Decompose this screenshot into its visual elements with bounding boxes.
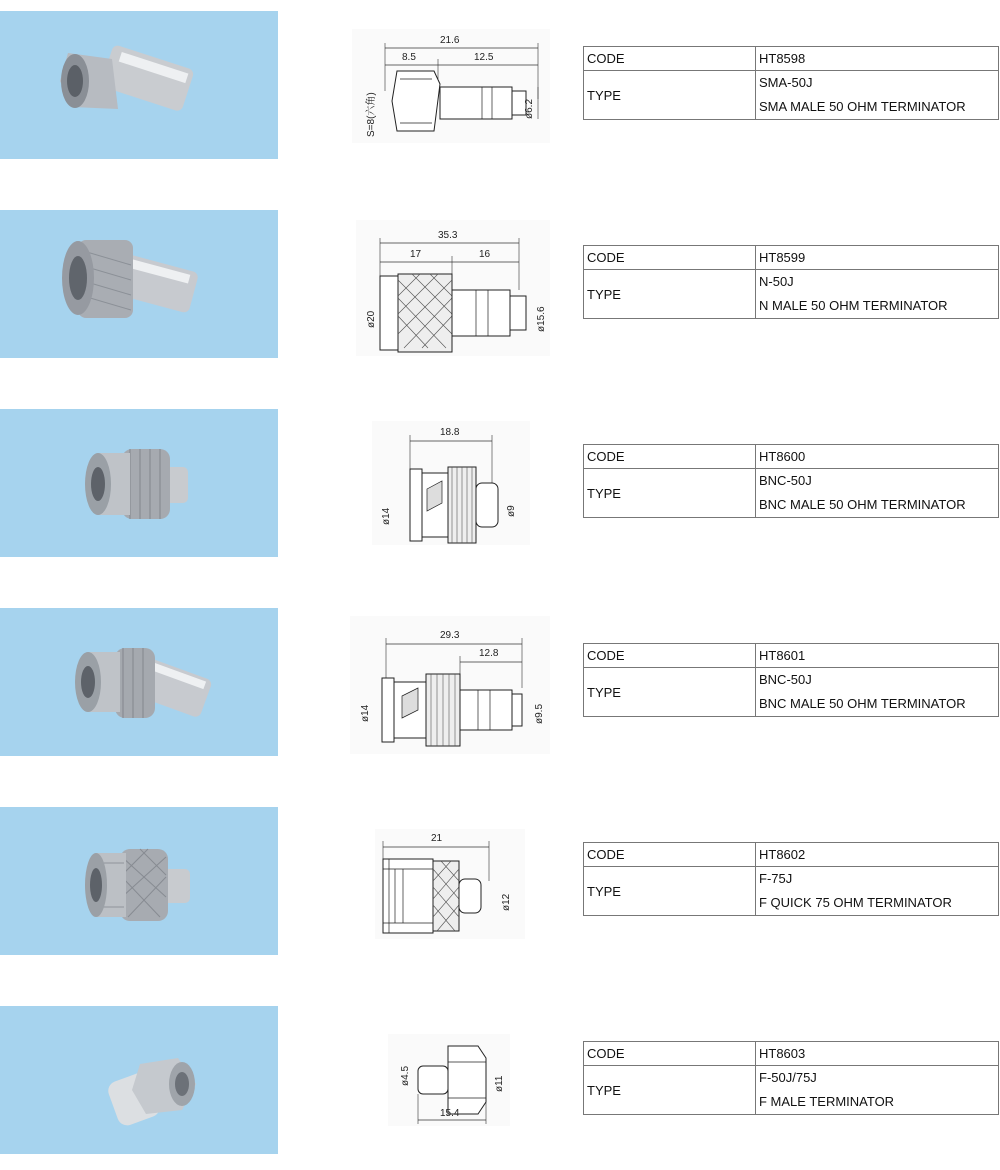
product-row bbox=[0, 11, 1000, 161]
dim-diameter-left: ø20 bbox=[366, 310, 377, 328]
dimension-drawing bbox=[352, 29, 550, 143]
code-value: HT8600 bbox=[756, 445, 999, 469]
dimension-drawing bbox=[375, 829, 525, 939]
dim-diameter-right: ø9.5 bbox=[534, 703, 545, 724]
code-label: CODE bbox=[584, 445, 756, 469]
product-row bbox=[0, 807, 1000, 957]
dim-diameter-left: ø14 bbox=[360, 704, 371, 722]
code-label: CODE bbox=[584, 246, 756, 270]
type-code: F-75J bbox=[759, 871, 793, 886]
type-description: F MALE TERMINATOR bbox=[759, 1094, 895, 1109]
code-label: CODE bbox=[584, 1042, 756, 1066]
type-description: N MALE 50 OHM TERMINATOR bbox=[759, 298, 948, 313]
spec-table bbox=[583, 842, 999, 916]
dim-overall: 18.8 bbox=[440, 427, 460, 438]
product-photo bbox=[0, 608, 278, 756]
bnc-long-terminator-image bbox=[0, 608, 278, 756]
code-value: HT8599 bbox=[756, 246, 999, 270]
bnc-terminator-image bbox=[0, 409, 278, 557]
code-value: HT8601 bbox=[756, 644, 999, 668]
n-terminator-image bbox=[0, 210, 278, 358]
spec-table bbox=[583, 444, 999, 518]
type-code: SMA-50J bbox=[759, 75, 813, 90]
dim-diameter-right: ø11 bbox=[494, 1075, 505, 1092]
type-label: TYPE bbox=[584, 270, 756, 319]
type-description: SMA MALE 50 OHM TERMINATOR bbox=[759, 99, 966, 114]
type-code: BNC-50J bbox=[759, 672, 812, 687]
dimension-drawing bbox=[372, 421, 530, 545]
spec-table bbox=[583, 245, 999, 319]
dim-diameter-right: ø9 bbox=[506, 505, 517, 517]
dim-diameter-right: ø12 bbox=[501, 893, 512, 911]
sma-terminator-image bbox=[0, 11, 278, 159]
spec-table bbox=[583, 46, 999, 120]
dim-a: 17 bbox=[410, 249, 422, 260]
type-description: F QUICK 75 OHM TERMINATOR bbox=[759, 895, 952, 910]
dimension-drawing bbox=[356, 220, 550, 356]
product-row bbox=[0, 409, 1000, 559]
dim-a: 8.5 bbox=[402, 52, 416, 63]
dim-b: 12.5 bbox=[474, 52, 494, 63]
type-label: TYPE bbox=[584, 668, 756, 717]
dim-overall: 15.4 bbox=[440, 1108, 460, 1119]
dim-overall: 21.6 bbox=[440, 35, 460, 46]
product-row bbox=[0, 1006, 1000, 1156]
type-label: TYPE bbox=[584, 867, 756, 916]
product-photo bbox=[0, 807, 278, 955]
spec-table bbox=[583, 1041, 999, 1115]
dim-diameter-left: ø4.5 bbox=[400, 1065, 411, 1086]
type-label: TYPE bbox=[584, 469, 756, 518]
code-label: CODE bbox=[584, 843, 756, 867]
product-photo bbox=[0, 11, 278, 159]
type-description: BNC MALE 50 OHM TERMINATOR bbox=[759, 696, 966, 711]
type-label: TYPE bbox=[584, 1066, 756, 1115]
dimension-drawing bbox=[350, 616, 550, 754]
code-value: HT8598 bbox=[756, 47, 999, 71]
dim-overall: 21 bbox=[431, 833, 443, 844]
dim-b: 16 bbox=[479, 249, 491, 260]
code-label: CODE bbox=[584, 47, 756, 71]
spec-table bbox=[583, 643, 999, 717]
dim-hex: S=8(六角) bbox=[366, 92, 377, 137]
dim-diameter-right: ø15.6 bbox=[536, 306, 547, 332]
type-code: BNC-50J bbox=[759, 473, 812, 488]
dim-diameter: ø6.2 bbox=[524, 98, 535, 119]
dim-overall: 35.3 bbox=[438, 230, 458, 241]
code-value: HT8603 bbox=[756, 1042, 999, 1066]
product-photo bbox=[0, 409, 278, 557]
product-row bbox=[0, 608, 1000, 758]
product-row bbox=[0, 210, 1000, 360]
code-value: HT8602 bbox=[756, 843, 999, 867]
f-quick-terminator-image bbox=[0, 807, 278, 955]
type-code: N-50J bbox=[759, 274, 794, 289]
product-photo bbox=[0, 210, 278, 358]
type-label: TYPE bbox=[584, 71, 756, 120]
dim-overall: 29.3 bbox=[440, 630, 460, 641]
dim-b: 12.8 bbox=[479, 648, 499, 659]
type-description: BNC MALE 50 OHM TERMINATOR bbox=[759, 497, 966, 512]
f-male-terminator-image bbox=[0, 1006, 278, 1154]
type-code: F-50J/75J bbox=[759, 1070, 817, 1085]
code-label: CODE bbox=[584, 644, 756, 668]
product-photo bbox=[0, 1006, 278, 1154]
dimension-drawing bbox=[388, 1034, 510, 1126]
dim-diameter-left: ø14 bbox=[381, 507, 392, 525]
